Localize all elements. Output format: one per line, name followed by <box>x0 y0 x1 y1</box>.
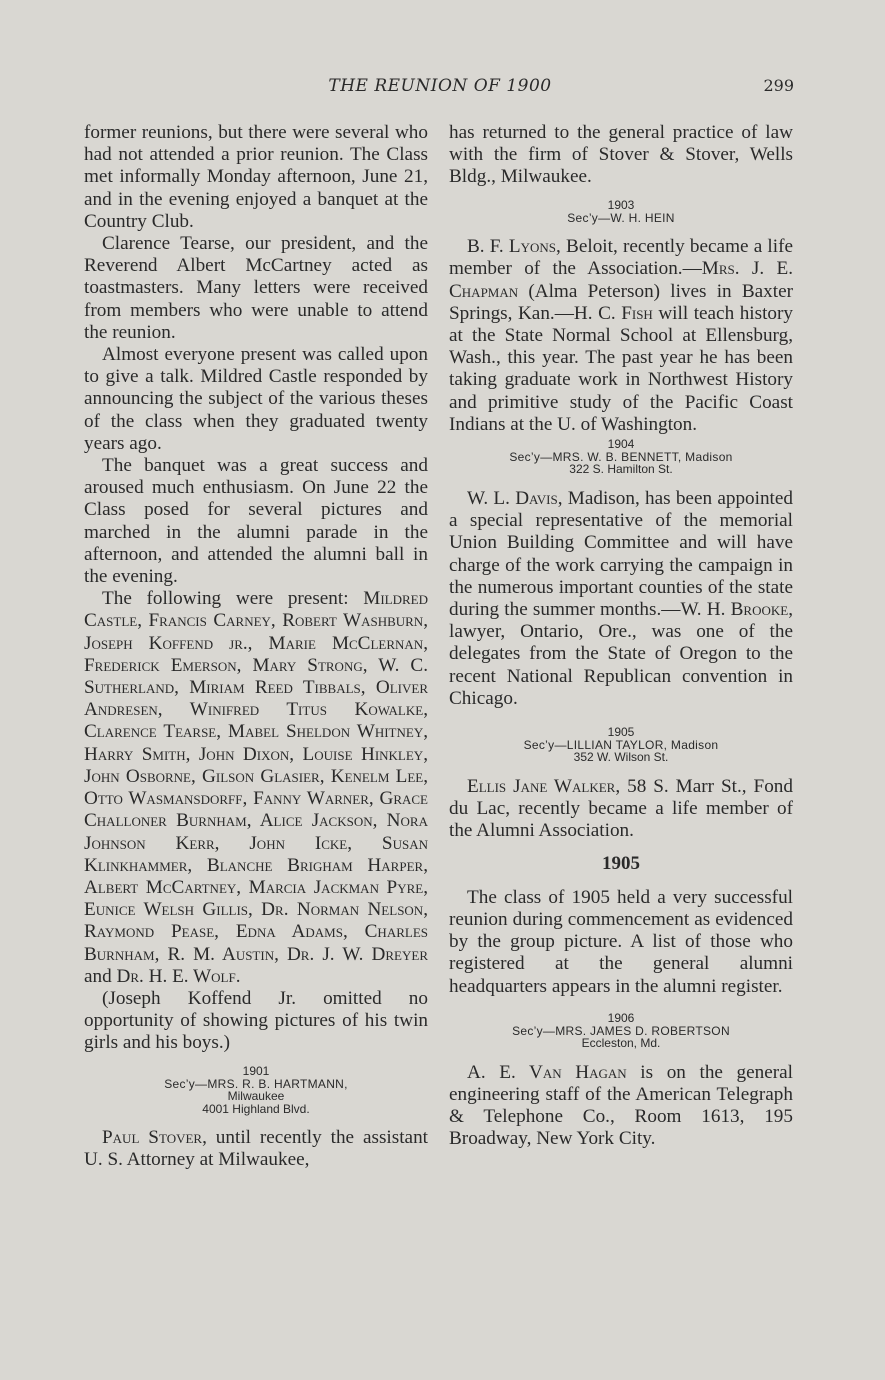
page-header <box>84 76 796 100</box>
paragraph-text: Madison, has been appointed a special representative of the memorial Union Building Committee and will have charge of the work carrying the campaign in the numerous important counties of the state during the summer months.— <box>449 487 793 620</box>
paragraph-text: will teach history at the State Normal School at Ellensburg, Wash., this year. The past year he has been taking graduate work in Northwest History and primitive study of the Pacific Coast Indians at the U. of Washington. <box>449 302 793 435</box>
paragraph <box>449 1062 793 1151</box>
paragraph: The class of 1905 held a very successful reunion during commencement as evidenced by the group picture. A list of those who registered at the general alumni headquarters appears in the alumni register. <box>449 886 793 997</box>
section-heading-1905: 1905 <box>602 852 640 874</box>
class-year-1901: 1901 <box>242 1063 270 1078</box>
paragraph: The banquet was a great success and aroused much enthusiasm. On June 22 the Class posed for several pictures and marched in the alumni parade in the afternoon, and attended the alumni ball in the evening. <box>84 455 428 588</box>
secretary-1901-city: Milwaukee <box>227 1089 285 1104</box>
secretary-1905-address: 352 W. Wilson St. <box>573 750 669 765</box>
class-year-1906: 1906 <box>607 1010 635 1025</box>
attendees-last: Dr. H. E. Wolf. <box>116 965 241 987</box>
paragraph-text: (Alma Peterson) lives in Baxter Springs, Kan.— <box>449 280 793 324</box>
paragraph: Almost everyone present was called upon to give a talk. Mildred Castle responded by announcing the subject of the various theses of the class when they graduated twenty years ago. <box>84 344 428 454</box>
paragraph-text: lawyer, Ontario, Ore., was one of the delegates from the State of Oregon to the recent National Republican convention in Chicago. <box>449 621 793 709</box>
attendees-and: and <box>84 965 117 987</box>
person-name: Paul Stover, <box>102 1127 207 1149</box>
left-column <box>84 122 428 1171</box>
class-year-1905: 1905 <box>607 724 635 739</box>
secretary-1903: Sec’y—W. H. HEIN <box>567 210 675 225</box>
secretary-1904: Sec’y—MRS. W. B. BENNETT, Madison <box>509 449 733 464</box>
person-name: Ellis Jane Walker, <box>467 775 621 797</box>
paragraph-text: Beloit, recently became a life member of the Association.— <box>449 236 794 280</box>
paragraph-text: is on the general engineering staff of the American Telegraph & Telephone Co., Room 1613, 195 Broadway, New York City. <box>449 1061 793 1150</box>
class-year-1904: 1904 <box>607 436 635 451</box>
class-year-1903: 1903 <box>607 197 635 212</box>
attendees-intro: The following were present: <box>102 588 364 610</box>
secretary-1906: Sec’y—MRS. JAMES D. ROBERTSON <box>512 1023 730 1038</box>
secretary-1904-address: 322 S. Hamilton St. <box>569 462 673 477</box>
secretary-1901-address: 4001 Highland Blvd. <box>202 1101 310 1116</box>
person-name: Mrs. J. E. Chapman <box>449 258 793 302</box>
person-name: A. E. Van Hagan <box>467 1061 627 1083</box>
paragraph-text: 58 S. Marr St., Fond du Lac, recently became a life member of the Alumni Association. <box>449 775 793 842</box>
secretary-1905: Sec’y—LILLIAN TAYLOR, Madison <box>523 737 719 752</box>
page-number: 299 <box>763 76 794 95</box>
paragraph: has returned to the general practice of law with the firm of Stover & Stover, Wells Bldg., Milwaukee. <box>449 122 793 188</box>
person-name: W. H. Brooke, <box>680 598 794 620</box>
secretary-1906-address: Eccleston, Md. <box>581 1036 661 1051</box>
paragraph: (Joseph Koffend Jr. omitted no opportunity of showing pictures of his twin girls and his boys.) <box>84 987 428 1054</box>
paragraph-text: until recently the assistant U. S. Attorney at Milwaukee, <box>84 1127 428 1171</box>
right-column <box>449 122 793 1151</box>
running-title: THE REUNION OF 1900 <box>328 76 552 96</box>
attendees-paragraph <box>84 588 428 988</box>
person-name: W. L. Davis, <box>467 487 563 509</box>
paragraph <box>84 1127 428 1171</box>
paragraph <box>449 236 793 436</box>
attendees-names: Mildred Castle, Francis Carney, Robert Washburn, Joseph Koffend jr., Marie McClernan, Frederick Emerson, Mary Strong, W. C. Sutherland, Miriam Reed Tibbals, Oliver Andresen, Winifred Titus Kowalke, Clarence Tearse, Mabel Sheldon Whitney, Harry Smith, John Dixon, Louise Hinkley, John Osborne, Gilson Glasier, Kenelm Lee, Otto Wasmansdorff, Fanny Warner, Grace Challoner Burnham, Alice Jackson, Nora Johnson Kerr, John Icke, Susan Klinkhammer, Blanche Brigham Harper, Albert McCartney, Marcia Jackman Pyre, Eunice Welsh Gillis, Dr. Norman Nelson, Raymond Pease, Edna Adams, Charles Burnham, R. M. Austin, Dr. J. W. Dreyer <box>84 588 428 965</box>
secretary-1901: Sec’y—MRS. R. B. HARTMANN, <box>164 1076 348 1091</box>
person-name: H. C. Fish <box>573 302 653 324</box>
person-name: B. F. Lyons, <box>467 236 561 258</box>
paragraph: former reunions, but there were several who had not attended a prior reunion. The Class met informally Monday afternoon, June 21, and in the evening enjoyed a banquet at the Country Club. <box>84 122 428 232</box>
paragraph: Clarence Tearse, our president, and the Reverend Albert McCartney acted as toastmasters. Many letters were received from members who were unable to attend the reunion. <box>84 233 428 343</box>
paragraph <box>449 488 793 710</box>
paragraph <box>449 776 793 843</box>
